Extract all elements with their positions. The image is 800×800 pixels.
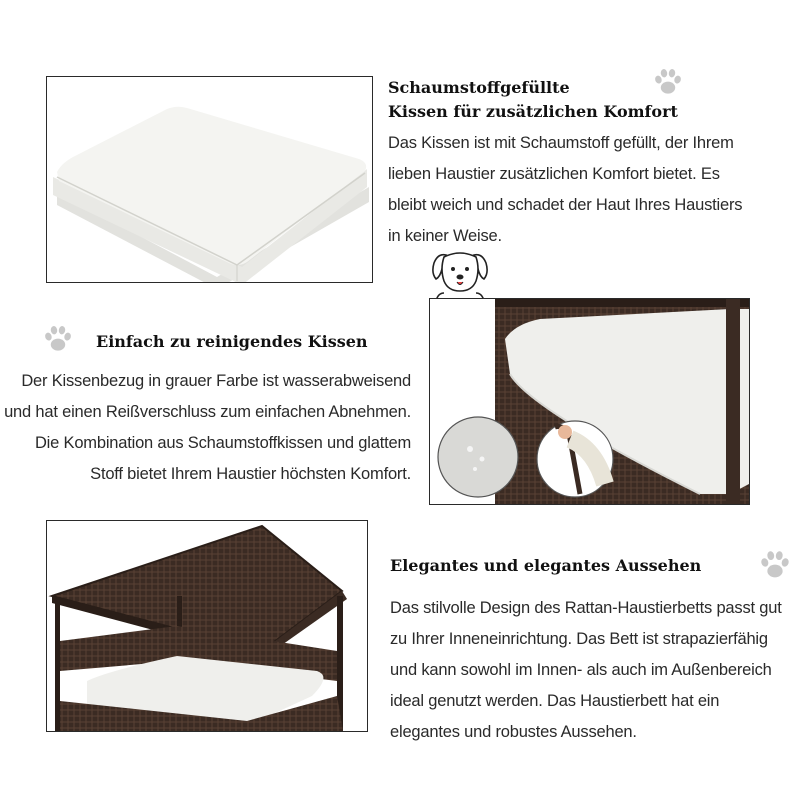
- section1-body-line: bleibt weich und schadet der Haut Ihres Haustiers: [388, 196, 743, 214]
- section2-body: [0, 366, 411, 490]
- section3-body: [390, 593, 795, 748]
- dog-icon: [428, 247, 492, 301]
- section1-title-line2: Kissen für zusätzlichen Komfort: [388, 102, 678, 121]
- section1-body-line: Das Kissen ist mit Schaumstoff gefüllt, der Ihrem: [388, 134, 734, 152]
- paw-icon: [652, 66, 684, 98]
- section1-body-line: in keiner Weise.: [388, 227, 502, 245]
- rattan-bed-cushion-closeup-photo: [429, 298, 750, 505]
- section3-title: Elegantes und elegantes Aussehen: [390, 556, 702, 575]
- section1-body-line: lieben Haustier zusätzlichen Komfort bietet. Es: [388, 165, 720, 183]
- section1-title-line1: Schaumstoffgefüllte: [388, 78, 570, 97]
- section3-body-line: und kann sowohl im Innen- als auch im Außenbereich: [390, 661, 772, 679]
- section2-body-line: und hat einen Reißverschluss zum einfachen Abnehmen.: [4, 403, 411, 421]
- paw-icon: [758, 547, 792, 583]
- section2-body-line: Der Kissenbezug in grauer Farbe ist wasserabweisend: [21, 372, 411, 390]
- section3-body-line: ideal genutzt werden. Das Haustierbett hat ein: [390, 692, 720, 710]
- section3-body-line: elegantes und robustes Aussehen.: [390, 723, 637, 741]
- section2-title: Einfach zu reinigendes Kissen: [96, 332, 368, 351]
- section3-body-line: Das stilvolle Design des Rattan-Haustierbetts passt gut: [390, 599, 782, 617]
- section1-title: [388, 76, 678, 124]
- section3-body-line: zu Ihrer Inneneinrichtung. Das Bett ist strapazierfähig: [390, 630, 768, 648]
- paw-icon: [42, 322, 74, 356]
- rattan-pet-house-photo: [46, 520, 368, 732]
- section1-body: [388, 128, 788, 252]
- section2-body-line: Die Kombination aus Schaumstoffkissen und glattem: [34, 434, 411, 452]
- foam-cushion-photo: [46, 76, 373, 283]
- section2-body-line: Stoff bietet Ihrem Haustier höchsten Komfort.: [90, 465, 411, 483]
